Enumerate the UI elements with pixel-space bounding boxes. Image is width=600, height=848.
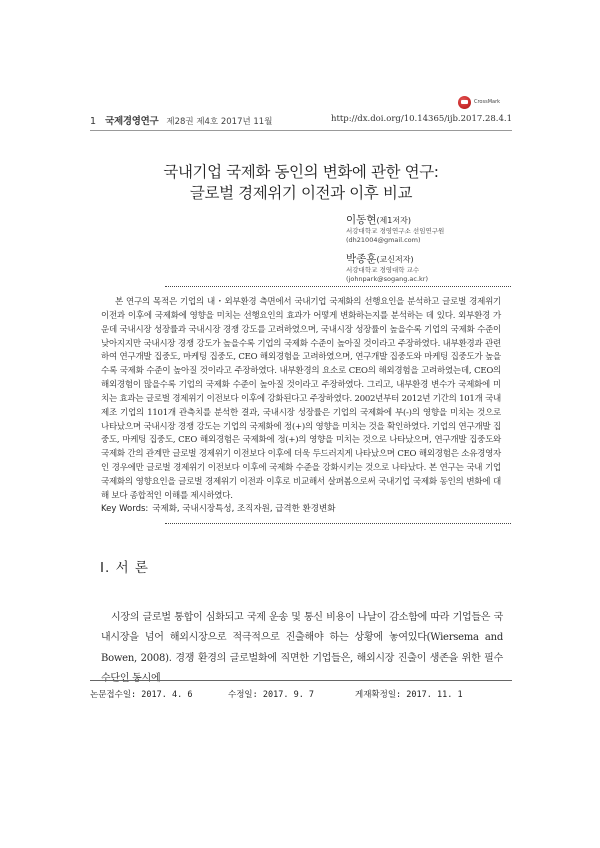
crossmark-icon [458, 96, 471, 109]
author-2-name: 박종훈(교신저자) [346, 253, 414, 265]
paper-title-line-2: 글로벌 경제위기 이전과 이후 비교 [189, 184, 413, 202]
author-1-name: 이동현(제1저자) [346, 214, 411, 226]
keywords-label: Key Words: [101, 504, 149, 514]
abstract-text: 본 연구의 목적은 기업의 내・외부환경 측면에서 국내기업 국제화의 선행요인을 분석하고 글로벌 경제위기 이전과 이후에 국제화에 영향을 미치는 선행요인의 효과가 어떻게 변화하는지를 분석하는 데 있다. 외부환경 가운데 국내시장 성장률과 국내시장 경쟁 강도를 고려하였으며, 국내시장 성장률이 높을수록 기업의 국제화 수준이 낮아지지만 국내시장 경쟁 강도가 높을수록 기업의 국제화 수준이 높아질 것이라고 주장하였다. 내부환경과 관련하여 연구개발 집중도, 마케팅 집중도, CEO 해외경험을 고려하였으며, 연구개발 집중도와 마케팅 집중도가 높을수록 국제화 수준이 높아질 것이라고 주장하였다. 내부환경의 요소로 CEO의 해외경험을 고려하였는데, CEO의 해외경험이 많을수록 기업의 국제화 수준이 높아질 것이라고 주장하였다. 그리고, 내부환경 변수가 국제화에 미치는 효과는 글로벌 경제위기 이전보다 이후에 강화된다고 주장하였다. 2002년부터 2012년 기간의 101개 국내 제조 기업의 1101개 관측치를 분석한 결과, 국내시장 성장률은 기업의 국제화에 부(-)의 영향을 미치는 것으로 나타났으며 국내시장 경쟁 강도는 기업의 국제화에 정(+)의 영향을 미치는 것을 확인하였다. 기업의 연구개발 집중도, 마케팅 집중도, CEO 해외경험은 국제화에 정(+)의 영향을 미치는 것으로 나타났으며, 연구개발 집중도와 국제화 간의 관계만 글로벌 경제위기 이전보다 이후에 더욱 두드러지게 나타났으며 CEO 해외경험은 소유경영자인 경우에만 글로벌 경제위기 이전보다 이후에 국제화 수준을 강화시키는 것으로 나타났다. 본 연구는 국내 기업 국제화의 영향요인을 글로벌 경제위기 이전과 이후로 비교해서 살펴봄으로써 국내기업 국제화 동인의 변화에 대해 보다 종합적인 이해를 제시하였다. [101, 297, 501, 501]
author-1-email: (dh21004@gmail.com) [346, 236, 421, 244]
author-2-affiliation: 서강대학교 경영대학 교수 [346, 266, 420, 274]
keywords [101, 502, 335, 514]
revised-date: 수정일: 2017. 9. 7 [228, 690, 315, 700]
accepted-date: 게재확정일: 2017. 11. 1 [355, 690, 463, 700]
volume-issue: 제28권 제4호 2017년 11월 [166, 117, 273, 127]
received-date: 논문접수일: 2017. 4. 6 [90, 690, 193, 700]
abstract-top-divider [165, 286, 511, 287]
body-paragraph: 시장의 글로벌 통합이 심화되고 국제 운송 및 통신 비용이 나날이 감소함에 따라 기업들은 국내시장을 넘어 해외시장으로 적극적으로 진출해야 하는 상황에 놓여있다(Wiersema and Bowen, 2008). 경쟁 환경의 글로벌화에 직면한 기업들은, 해외시장 진출이 생존을 위한 필수 수단인 동시에 [101, 612, 503, 684]
paper-title-line-1: 국내기업 국제화 동인의 변화에 관한 연구: [163, 163, 439, 181]
crossmark-label: CrossMark [474, 99, 501, 105]
footer-divider [90, 680, 512, 681]
section-heading: Ⅰ. 서 론 [100, 560, 149, 576]
doi-link[interactable]: http://dx.doi.org/10.14365/ijb.2017.28.4.1 [330, 114, 512, 124]
journal-name: 국제경영연구 [105, 116, 159, 127]
author-1-affiliation: 서강대학교 경영연구소 선임연구원 [346, 227, 445, 235]
crossmark-badge[interactable] [458, 96, 520, 110]
running-header [90, 113, 272, 127]
header-divider [90, 130, 512, 131]
page-number: 1 [90, 116, 97, 127]
author-2-email: (johnpark@sogang.ac.kr) [346, 275, 428, 283]
keywords-value: 국제화, 국내시장특성, 조직자원, 급격한 환경변화 [152, 504, 336, 514]
abstract-bottom-divider [165, 523, 511, 524]
